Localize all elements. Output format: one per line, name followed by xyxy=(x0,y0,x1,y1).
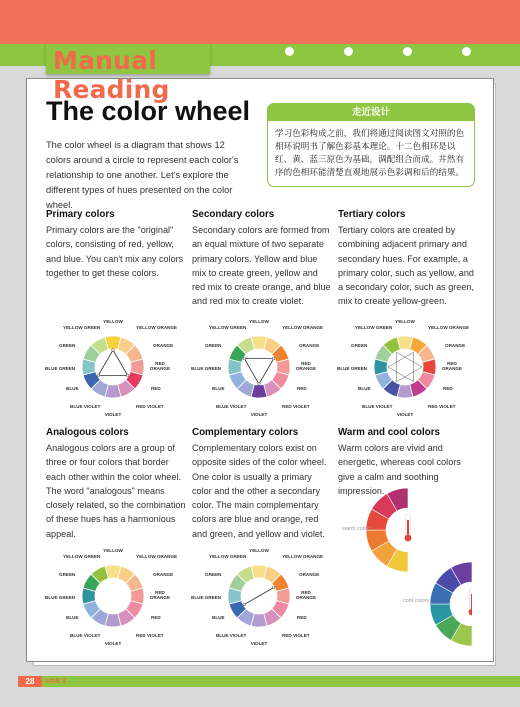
wheel-label: VIOLET xyxy=(250,412,268,417)
wheel-label: BLUE xyxy=(212,386,225,391)
section-heading: Complementary colors xyxy=(192,427,299,438)
wheel-label: ORANGE xyxy=(153,343,174,348)
section-text: Complementary colors exist on opposite sides of the color wheel. One color is usually a primary color and the other a secondary color. The main complementary colors are blue and orange, red and green, and yellow and violet. xyxy=(192,443,327,539)
section-heading: Tertiary colors xyxy=(338,209,406,220)
wheel-label: ORANGE xyxy=(149,366,171,371)
connector-line xyxy=(244,588,273,605)
wheel-label: YELLOW GREEN xyxy=(209,554,247,559)
cool-colors-label: cool colors xyxy=(403,598,430,604)
chinese-box-body: 学习色彩构成之前，我们将通过阅读图文对照的色相环说明书了解色彩基本理论。十二色相环是以红、黄、蓝三原色为基础，调配组合而成。井然有序的色相环能清楚直观地展示色彩调和后的结果。 xyxy=(275,129,465,178)
wheel-label: BLUE VIOLET xyxy=(216,404,247,409)
wheel-label: BLUE GREEN xyxy=(45,595,76,600)
wheel-label: RED xyxy=(301,361,311,366)
color-wheel-primary xyxy=(42,312,184,418)
wheel-label: ORANGE xyxy=(153,572,174,577)
section-heading: Secondary colors xyxy=(192,209,275,220)
wheel-label: BLUE VIOLET xyxy=(70,633,101,638)
chinese-box-title: 走近设计 xyxy=(268,104,474,121)
wheel-label: BLUE xyxy=(358,386,371,391)
section-text: Warm colors are vivid and energetic, whereas cool colors give a calm and soothing impression. xyxy=(338,443,461,496)
wheel-label: BLUE xyxy=(212,615,225,620)
warm-colors-label: warm colors xyxy=(342,526,372,532)
footer-unit: Unit 3 xyxy=(46,678,66,685)
wheel-label: YELLOW xyxy=(103,548,123,553)
section-heading: Primary colors xyxy=(46,209,115,220)
color-wheel-complementary xyxy=(188,541,330,647)
wheel-label: GREEN xyxy=(351,343,368,348)
thermometer-level-icon xyxy=(471,594,472,612)
intro-text: The color wheel is a diagram that shows 12 colors around a circle to represent each color's relationship to one another. Let's explore the different types of hues presented on the color wheel. xyxy=(46,140,239,210)
wheel-label: VIOLET xyxy=(250,641,268,646)
connector-dot xyxy=(258,383,261,386)
wheel-label: YELLOW ORANGE xyxy=(282,325,324,330)
wheel-label: YELLOW xyxy=(249,319,269,324)
color-wheel-tertiary xyxy=(334,312,476,418)
wheel-label: YELLOW GREEN xyxy=(209,325,247,330)
footer-band xyxy=(42,676,520,687)
section-title: Manual Reading xyxy=(53,46,170,104)
section-heading: Analogous colors xyxy=(46,427,129,438)
chinese-info-box xyxy=(267,103,475,187)
cool-colors-arc xyxy=(420,562,472,646)
wheel-label: VIOLET xyxy=(104,412,122,417)
wheel-label: YELLOW xyxy=(103,319,123,324)
wheel-label: VIOLET xyxy=(396,412,414,417)
primary-triangle xyxy=(98,350,127,376)
connector-dot xyxy=(272,586,275,589)
wheel-label: BLUE GREEN xyxy=(191,366,222,371)
connector-dot xyxy=(243,357,246,360)
wheel-label: YELLOW xyxy=(395,319,415,324)
wheel-label: BLUE VIOLET xyxy=(70,404,101,409)
wheel-label: RED xyxy=(155,361,165,366)
section-text: Primary colors are the "original" colors, consisting of red, yellow, and blue. You can't mix any colors together to get these colors. xyxy=(46,225,184,278)
wheel-label: RED xyxy=(151,615,161,620)
header-dot xyxy=(344,47,353,56)
wheel-label: RED VIOLET xyxy=(282,633,310,638)
wheel-label: BLUE GREEN xyxy=(191,595,222,600)
wheel-label: RED xyxy=(443,386,453,391)
section-tertiary xyxy=(338,209,478,309)
connector-dot xyxy=(97,374,100,377)
wheel-label: ORANGE xyxy=(149,595,171,600)
section-primary xyxy=(46,209,186,280)
section-text: Secondary colors are formed from an equal mixture of two separate primary colors. Yellow and blue mix to create green, yellow and red mix to create orange, and blue and red mix to create violet. xyxy=(192,225,331,307)
top-banner xyxy=(0,0,520,44)
section-complementary xyxy=(192,427,332,541)
thermometer-level-icon xyxy=(407,520,409,538)
color-wheel-secondary xyxy=(188,312,330,418)
wheel-label: YELLOW GREEN xyxy=(63,325,101,330)
section-tab xyxy=(46,44,210,104)
wheel-label: YELLOW ORANGE xyxy=(428,325,470,330)
wheel-label: GREEN xyxy=(59,572,76,577)
wheel-label: BLUE VIOLET xyxy=(362,404,393,409)
wheel-label: BLUE GREEN xyxy=(337,366,368,371)
wheel-label: ORANGE xyxy=(295,366,317,371)
wheel-label: ORANGE xyxy=(441,366,463,371)
wheel-label: RED VIOLET xyxy=(136,633,164,638)
header-dot xyxy=(403,47,412,56)
connector-dot xyxy=(272,357,275,360)
wheel-label: BLUE xyxy=(66,386,79,391)
page-number: 28 xyxy=(18,676,42,687)
page-title: The color wheel xyxy=(46,96,251,126)
wheel-label: ORANGE xyxy=(299,343,320,348)
connector-dot xyxy=(243,603,246,606)
wheel-label: RED xyxy=(301,590,311,595)
wheel-label: YELLOW xyxy=(249,548,269,553)
wheel-label: YELLOW ORANGE xyxy=(136,554,178,559)
wheel-label: RED xyxy=(151,386,161,391)
wheel-label: RED xyxy=(297,615,307,620)
wheel-label: RED VIOLET xyxy=(136,404,164,409)
connector-dot xyxy=(112,349,115,352)
wheel-label: ORANGE xyxy=(295,595,317,600)
section-analogous xyxy=(46,427,186,541)
section-text: Analogous colors are a group of three or four colors that border each other within the color wheel. The word "analogous" means closely related, so the combination of these hues has a harmonious appeal. xyxy=(46,443,186,539)
wheel-label: BLUE GREEN xyxy=(45,366,76,371)
wheel-label: RED xyxy=(447,361,457,366)
wheel-label: GREEN xyxy=(205,572,222,577)
wheel-label: RED xyxy=(155,590,165,595)
header-dot xyxy=(285,47,294,56)
wheel-label: YELLOW ORANGE xyxy=(282,554,324,559)
wheel-label: YELLOW GREEN xyxy=(63,554,101,559)
wheel-label: GREEN xyxy=(205,343,222,348)
color-wheel-analogous xyxy=(42,541,184,647)
wheel-label: BLUE xyxy=(66,615,79,620)
wheel-label: VIOLET xyxy=(104,641,122,646)
section-text: Tertiary colors are created by combining adjacent primary and secondary hues. For example, a primary color, such as yellow, and a secondary color, such as green, mix to create yellow-green. xyxy=(338,225,474,307)
wheel-label: ORANGE xyxy=(299,572,320,577)
wheel-label: RED VIOLET xyxy=(282,404,310,409)
section-secondary xyxy=(192,209,332,309)
section-heading: Warm and cool colors xyxy=(338,427,440,438)
wheel-label: GREEN xyxy=(59,343,76,348)
primary-triangle xyxy=(244,359,273,385)
wheel-label: ORANGE xyxy=(445,343,466,348)
header-dot xyxy=(462,47,471,56)
connector-dot xyxy=(126,374,129,377)
wheel-label: RED VIOLET xyxy=(428,404,456,409)
wheel-label: RED xyxy=(297,386,307,391)
wheel-label: YELLOW ORANGE xyxy=(136,325,178,330)
wheel-label: YELLOW GREEN xyxy=(355,325,393,330)
wheel-label: BLUE VIOLET xyxy=(216,633,247,638)
